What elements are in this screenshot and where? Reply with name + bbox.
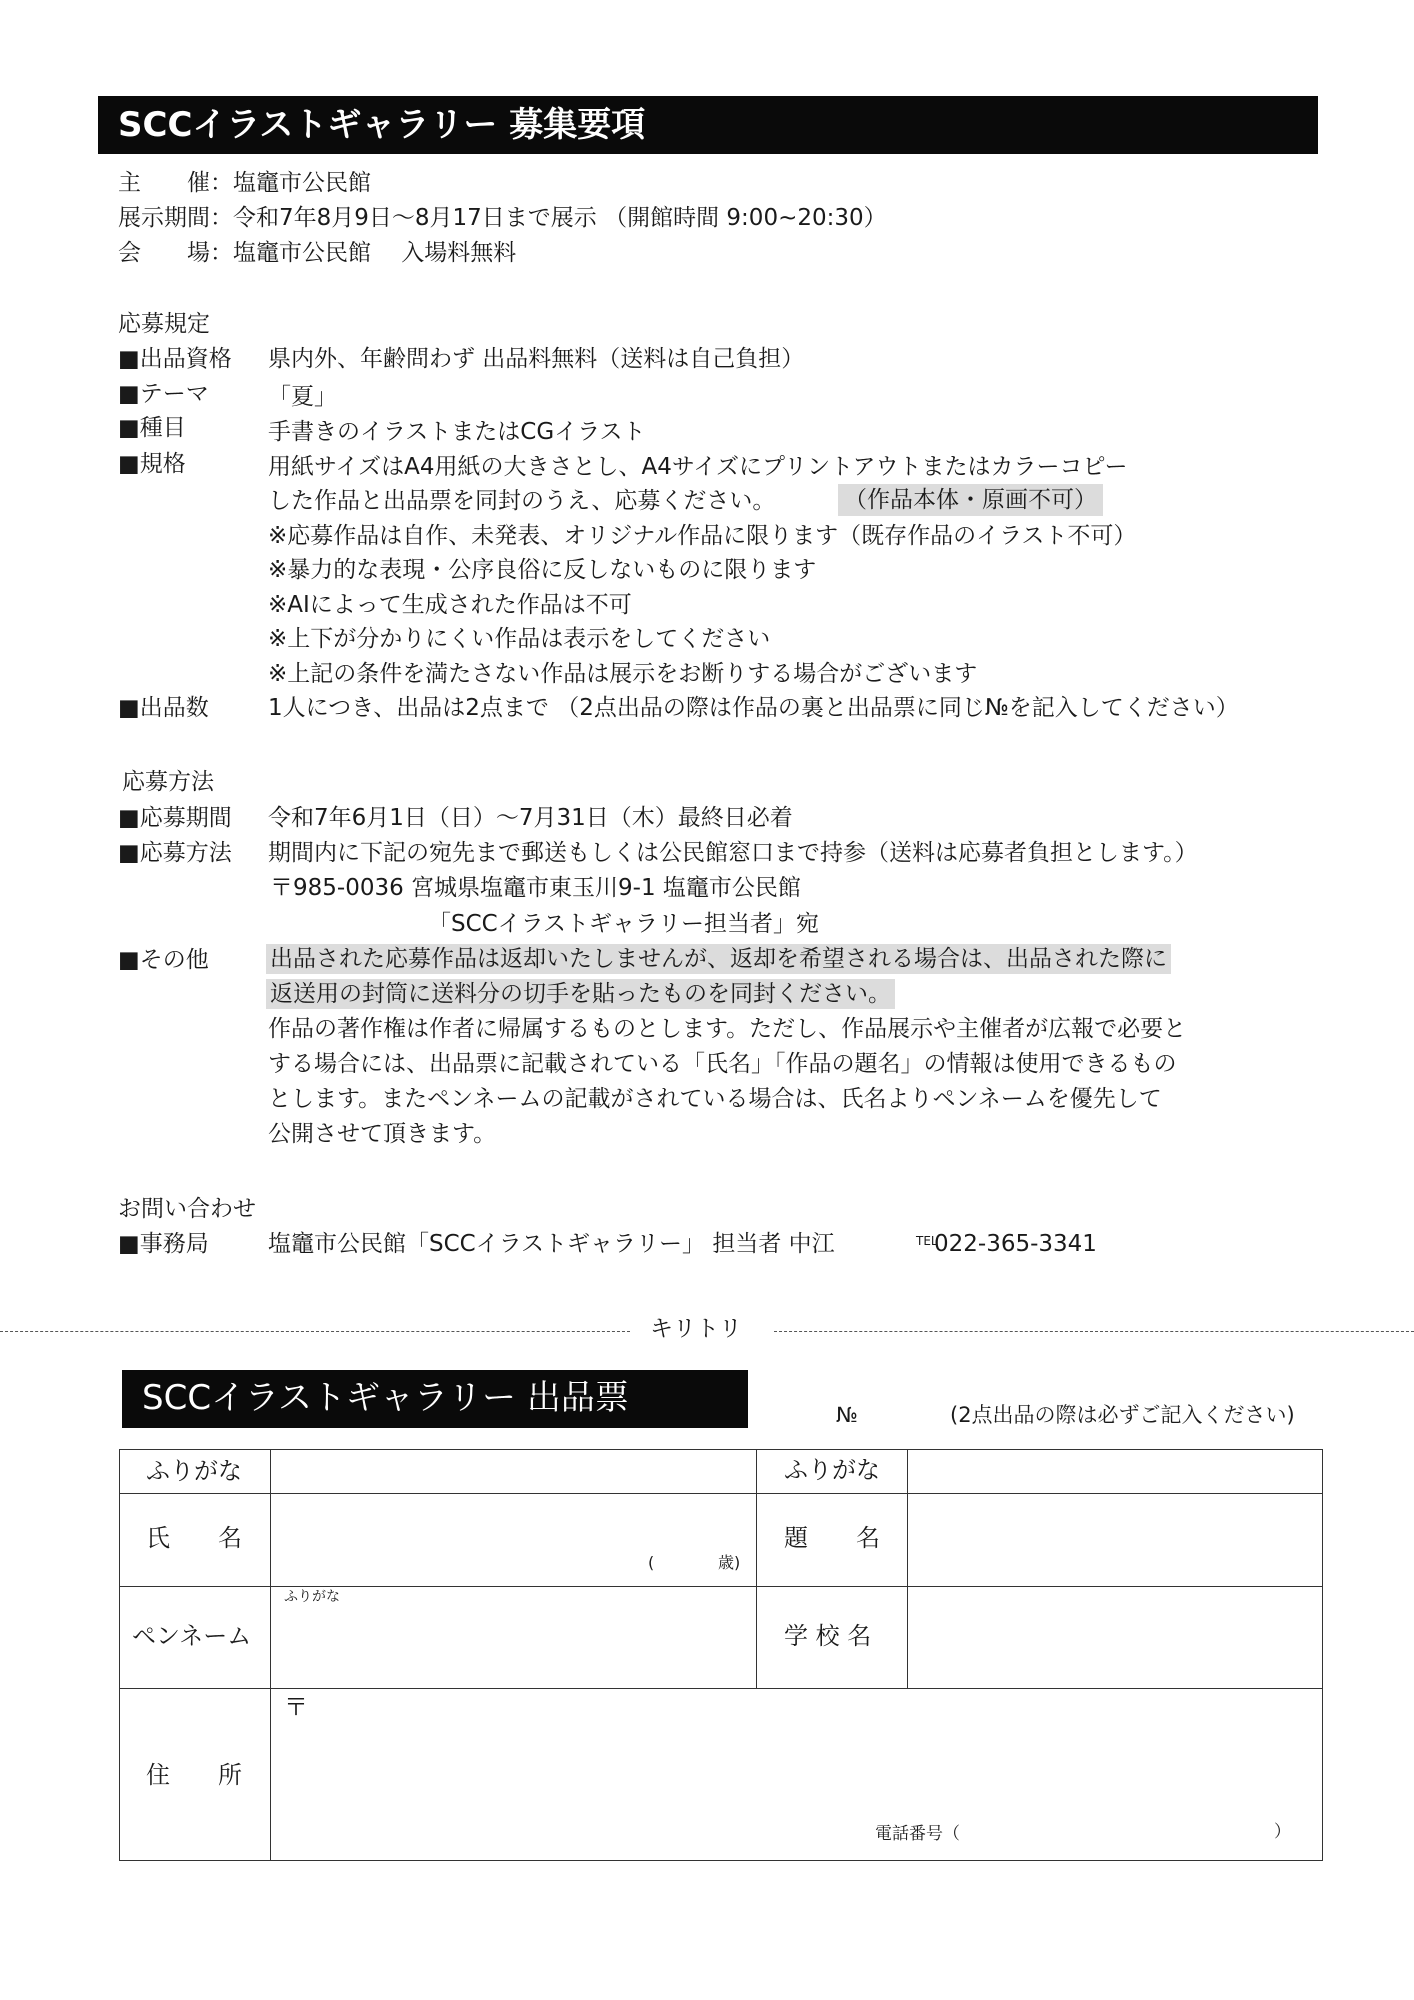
contact-heading: お問い合わせ <box>118 1196 256 1222</box>
form-title: SCCイラストギャラリー 出品票 <box>142 1378 629 1418</box>
postal-mark: 〒 <box>284 1693 308 1721</box>
entry-form-table <box>119 1449 1323 1861</box>
other-highlight-1: 出品された応募作品は返却いたしませんが、返却を希望される場合は、出品された際に <box>266 944 1171 974</box>
other-highlight-2: 返送用の封筒に送料分の切手を貼ったものを同封ください。 <box>266 979 895 1009</box>
theme-label: ■テーマ <box>118 381 209 407</box>
rule-note: ※上記の条件を満たさない作品は展示をお断りする場合がございます <box>268 661 978 687</box>
page-title: SCCイラストギャラリー 募集要項 <box>118 105 646 145</box>
school-field[interactable] <box>909 1588 1320 1686</box>
form-col-divider <box>756 1450 757 1688</box>
category-text: 手書きのイラストまたはCGイラスト <box>268 419 646 445</box>
other-line: 作品の著作権は作者に帰属するものとします。ただし、作品展示や主催者が広報で必要と <box>268 1016 1187 1042</box>
title-furigana-field[interactable] <box>909 1452 1320 1492</box>
penname-furigana-label: ふりがな <box>284 1589 340 1605</box>
school-label: 学 校 名 <box>784 1622 872 1650</box>
format-note: （作品本体・原画不可） <box>838 484 1103 516</box>
form-row-divider <box>120 1493 1322 1494</box>
rule-note: ※暴力的な表現・公序良俗に反しないものに限ります <box>268 557 817 583</box>
rules-heading: 応募規定 <box>118 311 210 337</box>
rule-note: ※上下が分かりにくい作品は表示をしてください <box>268 626 771 652</box>
format-line-1: 用紙サイズはA4用紙の大きさとし、A4サイズにプリントアウトまたはカラーコピー <box>268 454 1128 480</box>
penname-field[interactable] <box>272 1610 754 1686</box>
work-title-label: 題 名 <box>784 1524 880 1552</box>
contact-tel: 022-365-3341 <box>934 1231 1097 1257</box>
format-label: ■規格 <box>118 451 186 477</box>
title-furigana-label: ふりがな <box>784 1456 880 1484</box>
how-text: 期間内に下記の宛先まで郵送もしくは公民館窓口まで持参（送料は応募者負担とします。） <box>268 840 1198 866</box>
category-label: ■種目 <box>118 415 186 441</box>
age-open: ( <box>648 1553 655 1572</box>
eligibility-label: ■出品資格 <box>118 346 232 372</box>
rule-note: ※AIによって生成された作品は不可 <box>268 592 632 618</box>
tel-mark: TEL <box>916 1234 938 1248</box>
contact-label: ■事務局 <box>118 1231 209 1257</box>
furigana-label: ふりがな <box>146 1457 242 1485</box>
organizer-line: 主 催：塩竈市公民館 <box>118 170 371 196</box>
name-label: 氏 名 <box>146 1524 242 1552</box>
other-label: ■その他 <box>118 947 209 973</box>
cut-line-right <box>774 1331 1414 1332</box>
name-field[interactable] <box>272 1495 754 1585</box>
form-title-bar <box>122 1370 748 1428</box>
exhibition-period-line: 展示期間：令和7年8月9日〜8月17日まで展示 （開館時間 9:00~20:30） <box>118 205 887 231</box>
period-label: ■応募期間 <box>118 805 232 831</box>
form-row-divider <box>120 1586 1322 1587</box>
other-line: する場合には、出品票に記載されている「氏名」「作品の題名」の情報は使用できるもの <box>268 1051 1177 1077</box>
format-line-2: した作品と出品票を同封のうえ、応募ください。 <box>268 488 776 514</box>
address-line-1: 〒985-0036 宮城県塩竈市東玉川9-1 塩竈市公民館 <box>270 875 801 901</box>
form-row-divider <box>120 1688 1322 1689</box>
address-field[interactable] <box>272 1720 1320 1820</box>
eligibility-text: 県内外、年齢問わず 出品料無料（送料は自己負担） <box>268 346 805 372</box>
theme-text: 「夏」 <box>268 384 337 410</box>
how-label: ■応募方法 <box>118 840 232 866</box>
form-col-divider <box>270 1450 271 1860</box>
phone-close: ） <box>1274 1822 1291 1842</box>
work-title-field[interactable] <box>909 1495 1320 1585</box>
cut-line-left <box>0 1331 630 1332</box>
method-heading: 応募方法 <box>122 769 214 795</box>
period-text: 令和7年6月1日（日）〜7月31日（木）最終日必着 <box>268 805 793 831</box>
address-label: 住 所 <box>146 1761 242 1789</box>
form-no-label: № <box>836 1403 858 1427</box>
age-close: 歳) <box>718 1553 741 1572</box>
form-col-divider <box>907 1450 908 1688</box>
contact-text: 塩竈市公民館「SCCイラストギャラリー」 担当者 中江 <box>268 1231 835 1257</box>
rule-note: ※応募作品は自作、未発表、オリジナル作品に限ります（既存作品のイラスト不可） <box>268 523 1137 549</box>
phone-label: 電話番号（ <box>875 1824 960 1844</box>
other-line: とします。またペンネームの記載がされている場合は、氏名よりペンネームを優先して <box>268 1086 1162 1112</box>
count-text: 1人につき、出品は2点まで （2点出品の際は作品の裏と出品票に同じ№を記入してください） <box>268 695 1239 721</box>
venue-line: 会 場：塩竈市公民館 入場料無料 <box>118 240 517 266</box>
other-line: 公開させて頂きます。 <box>268 1121 497 1147</box>
address-line-2: 「SCCイラストギャラリー担当者」宛 <box>428 911 820 937</box>
count-label: ■出品数 <box>118 695 209 721</box>
name-furigana-field[interactable] <box>272 1452 754 1492</box>
cut-label: キリトリ <box>650 1316 742 1342</box>
page-title-bar <box>98 96 1318 154</box>
penname-label: ペンネーム <box>132 1622 252 1650</box>
form-no-note: (2点出品の際は必ずご記入ください) <box>950 1403 1295 1427</box>
